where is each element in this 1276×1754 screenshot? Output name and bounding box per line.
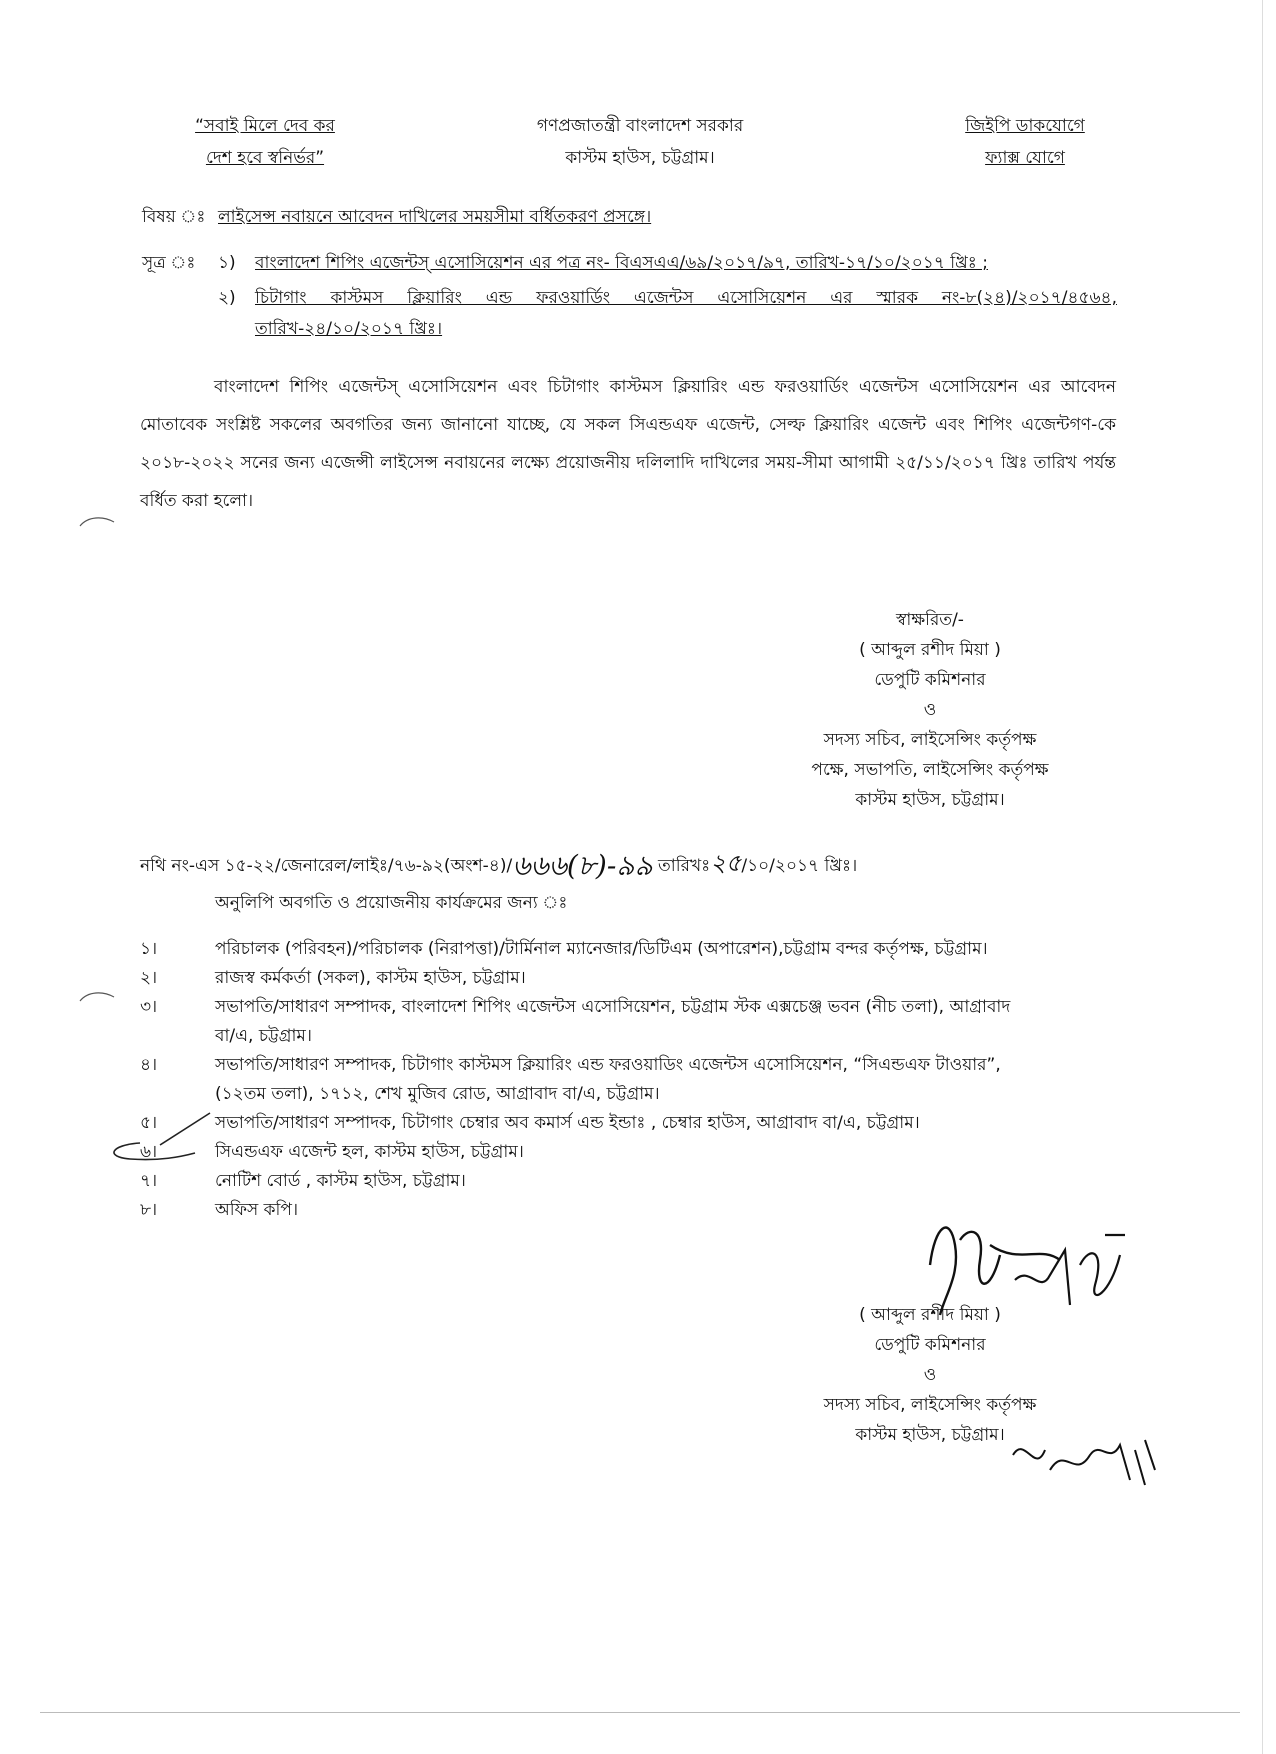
motto-line-1: “সবাই মিলে দেব কর — [195, 116, 335, 136]
subject-label: বিষয় ঃ — [142, 207, 206, 227]
date-rest: /১০/২০১৭ খ্রিঃ। — [741, 856, 858, 876]
signatory-name: ( আব্দুল রশীদ মিয়া ) — [859, 1305, 1001, 1325]
conjunction: ও — [923, 1365, 937, 1385]
list-item — [140, 1051, 1120, 1109]
list-item-text: সভাপতি/সাধারণ সম্পাদক, চিটাগাং চেম্বার অব কমার্স এন্ড ইন্ডাঃ , চেম্বার হাউস, আগ্রাবাদ বা/এ, চট্টগ্রাম। — [215, 1113, 920, 1133]
list-item-number: ৫। — [140, 1113, 158, 1133]
list-item-text: পরিচালক (পরিবহন)/পরিচালক (নিরাপত্তা)/টার্মিনাল ম্যানেজার/ডিটিএম (অপারেশন),চট্টগ্রাম বন্দর কর্তৃপক্ষ, চট্টগ্রাম। — [215, 939, 988, 959]
list-item-number: ১। — [140, 939, 158, 959]
reference-2-text: চিটাগাং কাস্টমস ক্লিয়ারিং এন্ড ফরওয়ার্ডিং এজেন্টস এসোসিয়েশন এর স্মারক নং-৮(২৪)/২০১৭/৪৫৬৪, — [255, 288, 1117, 308]
signatory-role-2: পক্ষে, সভাপতি, লাইসেন্সিং কর্তৃপক্ষ — [811, 760, 1049, 780]
list-item-number: ৮। — [140, 1200, 158, 1220]
delivery-method — [935, 110, 1115, 174]
reference-1-number: ১) — [218, 253, 236, 273]
reference-2-text-continued: তারিখ-২৪/১০/২০১৭ খ্রিঃ। — [255, 319, 443, 339]
list-item-text: রাজস্ব কর্মকর্তা (সকল), কাস্টম হাউস, চট্টগ্রাম। — [215, 968, 526, 988]
handwritten-tick-mark — [100, 1105, 220, 1165]
date-label: তারিখঃ — [658, 856, 711, 876]
page-right-edge — [1262, 0, 1263, 1754]
conjunction: ও — [923, 700, 937, 720]
page-bottom-edge — [40, 1712, 1240, 1713]
list-item-text: সভাপতি/সাধারণ সম্পাদক, বাংলাদেশ শিপিং এজেন্টস এসোসিয়েশন, চট্টগ্রাম স্টক এক্সচেঞ্জ ভবন (নীচ তলা), আগ্রাবাদ — [215, 997, 1011, 1017]
list-item-number: ৬। — [140, 1142, 158, 1162]
list-item-number: ৩। — [140, 997, 158, 1017]
copy-heading: অনুলিপি অবগতি ও প্রয়োজনীয় কার্যক্রমের জন্য ঃ — [215, 893, 568, 913]
signatory-name: ( আব্দুল রশীদ মিয়া ) — [859, 640, 1001, 660]
body-text: বাংলাদেশ শিপিং এজেন্টস্ এসোসিয়েশন এবং চিটাগাং কাস্টমস ক্লিয়ারিং এন্ড ফরওয়ার্ডিং এজেন্টস এসোসিয়েশন এর আবেদন মোতাবেক সংশ্লিষ্ট সকলের অবগতির জন্য জানানো যাচ্ছে, যে সকল সিএন্ডএফ এজেন্ট, সেল্ফ ক্লিয়ারিং এজেন্ট এবং শিপিং এজেন্টগণ-কে ২০১৮-২০২২ সনের জন্য এজেন্সী লাইসেন্স নবায়নের লক্ষ্যে প্রয়োজনীয় দলিলাদি দাখিলের সময়-সীমা আগামী ২৫/১১/২০১৭ খ্রিঃ তারিখ পর্যন্ত বর্ধিত করা হলো। — [140, 377, 1116, 511]
list-item — [140, 964, 1120, 993]
signatory-role-1: সদস্য সচিব, লাইসেন্সিং কর্তৃপক্ষ — [823, 1395, 1037, 1415]
list-item-number: ৪। — [140, 1055, 158, 1075]
reference-label: সূত্র ঃ — [142, 253, 196, 273]
list-item-text: সিএন্ডএফ এজেন্ট হল, কাস্টম হাউস, চট্টগ্রাম। — [215, 1142, 524, 1162]
signatory-title: ডেপুটি কমিশনার — [874, 1335, 986, 1355]
list-item — [140, 1138, 1120, 1167]
office-name: কাস্টম হাউস, চট্টগ্রাম। — [565, 148, 715, 168]
list-item-number: ৭। — [140, 1171, 158, 1191]
list-item-number: ২। — [140, 968, 158, 988]
list-item — [140, 1109, 1120, 1138]
scan-artifact-mark — [78, 985, 118, 1005]
motto — [150, 110, 380, 174]
reference-2-number: ২) — [218, 288, 236, 308]
copy-list — [140, 935, 1120, 1225]
government-header — [470, 110, 810, 174]
list-item-text: সভাপতি/সাধারণ সম্পাদক, চিটাগাং কাস্টমস ক্লিয়ারিং এন্ড ফরওয়াডিং এজেন্টস এসোসিয়েশন, “সিএন্ডএফ টাওয়ার”, — [215, 1055, 1001, 1075]
handwritten-signature-date: ২৫/১০/১৭ — [910, 1245, 915, 1246]
signatory-office: কাস্টম হাউস, চট্টগ্রাম। — [855, 1425, 1005, 1445]
scan-artifact-mark — [78, 510, 118, 530]
signatory-title: ডেপুটি কমিশনার — [874, 670, 986, 690]
government-name: গণপ্রজাতন্ত্রী বাংলাদেশ সরকার — [536, 116, 744, 136]
handwritten-date-day: ২৫ — [710, 849, 742, 877]
reference-1-text: বাংলাদেশ শিপিং এজেন্টস্ এসোসিয়েশন এর পত্র নং- বিএসএএ/৬৯/২০১৭/৯৭, তারিখ-১৭/১০/২০১৭ খ্রিঃ ; — [255, 253, 988, 273]
memo-number-prefix: নথি নং-এস ১৫-২২/জেনারেল/লাইঃ/৭৬-৯২(অংশ-৪)/ — [140, 856, 513, 876]
delivery-line-1: জিইপি ডাকযোগে — [965, 116, 1085, 136]
signed-note: স্বাক্ষরিত/- — [896, 610, 964, 630]
list-item-text: নোটিশ বোর্ড , কাস্টম হাউস, চট্টগ্রাম। — [215, 1171, 466, 1191]
signatory-office: কাস্টম হাউস, চট্টগ্রাম। — [855, 790, 1005, 810]
list-item — [140, 935, 1120, 964]
handwritten-memo-number: ৬৬৬(৮)-৯৯ — [512, 849, 653, 882]
delivery-line-2: ফ্যাক্স যোগে — [985, 148, 1065, 168]
motto-line-2: দেশ হবে স্বনির্ভর” — [205, 148, 325, 168]
list-item — [140, 1167, 1120, 1196]
memo-line — [140, 844, 857, 891]
list-item-text: অফিস কপি। — [215, 1200, 299, 1220]
subject-text: লাইসেন্স নবায়নে আবেদন দাখিলের সময়সীমা বর্ধিতকরণ প্রসঙ্গে। — [218, 207, 652, 227]
body-paragraph — [140, 368, 1116, 520]
list-item-text-continued: বা/এ, চট্টগ্রাম। — [215, 1026, 312, 1046]
handwritten-initials — [1005, 1425, 1165, 1495]
signatory-role-1: সদস্য সচিব, লাইসেন্সিং কর্তৃপক্ষ — [823, 730, 1037, 750]
list-item-text-continued: (১২তম তলা), ১৭১২, শেখ মুজিব রোড, আগ্রাবাদ বা/এ, চট্টগ্রাম। — [215, 1084, 660, 1104]
list-item — [140, 993, 1120, 1051]
signature-block-1 — [780, 605, 1080, 815]
